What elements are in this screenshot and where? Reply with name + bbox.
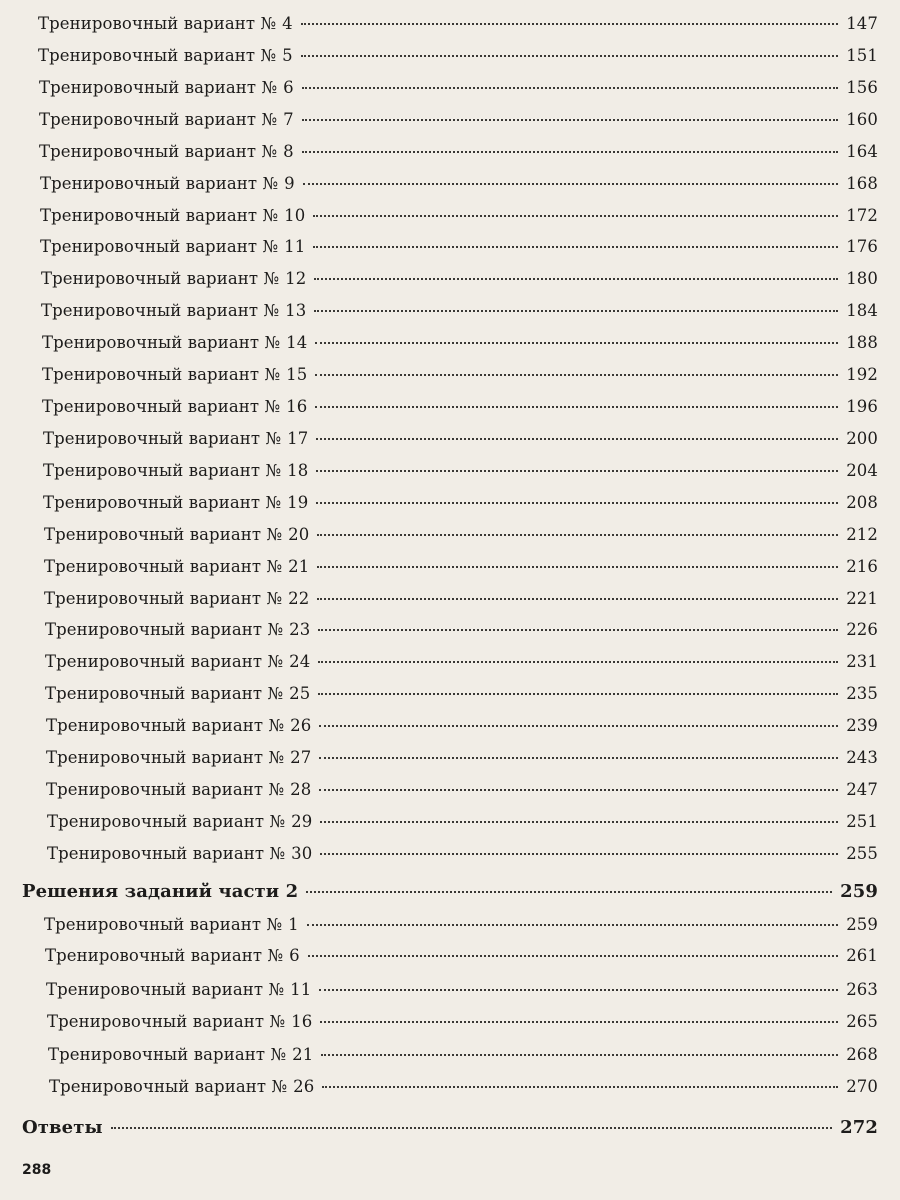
page-reference: 226 bbox=[846, 620, 878, 639]
dot-leader bbox=[321, 1054, 838, 1056]
entry-label: Тренировочный вариант № bbox=[39, 142, 278, 161]
entry-label: Тренировочный вариант № bbox=[44, 525, 283, 544]
variant-number: 12 bbox=[285, 269, 307, 288]
page-reference: 168 bbox=[846, 174, 878, 193]
variant-number: 4 bbox=[282, 14, 293, 33]
entry-label: Тренировочный вариант № bbox=[45, 652, 284, 671]
variant-number: 16 bbox=[291, 1012, 313, 1031]
variant-number: 5 bbox=[282, 46, 293, 65]
dot-leader bbox=[313, 215, 838, 217]
page-reference: 247 bbox=[846, 780, 878, 799]
variant-number: 22 bbox=[288, 589, 310, 608]
entry-label: Тренировочный вариант № bbox=[47, 812, 286, 831]
entry-label: Тренировочный вариант № bbox=[41, 269, 280, 288]
section-title: Ответы bbox=[22, 1117, 103, 1138]
page-reference: 160 bbox=[846, 110, 878, 129]
dot-leader bbox=[317, 566, 838, 568]
page-reference: 261 bbox=[846, 946, 878, 965]
toc-entry-variant-4[interactable] bbox=[38, 14, 878, 33]
page-reference: 176 bbox=[846, 237, 878, 256]
entry-label: Тренировочный вариант № bbox=[40, 174, 279, 193]
entry-label: Тренировочный вариант № bbox=[43, 461, 282, 480]
page-reference: 196 bbox=[846, 397, 878, 416]
entry-label: Тренировочный вариант № bbox=[39, 110, 278, 129]
variant-number: 26 bbox=[290, 716, 312, 735]
variant-number: 24 bbox=[289, 652, 311, 671]
variant-number: 25 bbox=[289, 684, 311, 703]
entry-label: Тренировочный вариант № bbox=[43, 429, 282, 448]
entry-label: Тренировочный вариант № bbox=[46, 716, 285, 735]
page-reference: 270 bbox=[846, 1077, 878, 1096]
toc-entry-variant-25[interactable] bbox=[45, 684, 878, 703]
variant-number: 6 bbox=[289, 946, 300, 965]
dot-leader bbox=[301, 55, 838, 57]
page-reference: 204 bbox=[846, 461, 878, 480]
variant-number: 26 bbox=[293, 1077, 315, 1096]
entry-label: Тренировочный вариант № bbox=[47, 1012, 286, 1031]
page-reference: 259 bbox=[840, 881, 878, 902]
variant-number: 30 bbox=[291, 844, 313, 863]
dot-leader bbox=[320, 1021, 838, 1023]
entry-label: Тренировочный вариант № bbox=[38, 14, 277, 33]
entry-label: Тренировочный вариант № bbox=[46, 980, 285, 999]
toc-entry-variant-9[interactable] bbox=[40, 174, 878, 193]
page-reference: 192 bbox=[846, 365, 878, 384]
dot-leader bbox=[306, 891, 832, 893]
toc-entry-solution-variant-11[interactable] bbox=[46, 980, 878, 999]
dot-leader bbox=[319, 989, 838, 991]
toc-entry-variant-18[interactable] bbox=[43, 461, 878, 480]
toc-entry-variant-13[interactable] bbox=[41, 301, 878, 320]
entry-label: Тренировочный вариант № bbox=[44, 557, 283, 576]
toc-entry-variant-14[interactable] bbox=[42, 333, 878, 352]
entry-label: Тренировочный вариант № bbox=[45, 684, 284, 703]
page-reference: 184 bbox=[846, 301, 878, 320]
variant-number: 14 bbox=[286, 333, 308, 352]
dot-leader bbox=[301, 23, 838, 25]
entry-label: Тренировочный вариант № bbox=[40, 206, 279, 225]
page-reference: 208 bbox=[846, 493, 878, 512]
toc-section-solutions[interactable] bbox=[22, 881, 878, 902]
section-title: Решения заданий части 2 bbox=[22, 881, 299, 902]
page-reference: 235 bbox=[846, 684, 878, 703]
dot-leader bbox=[320, 821, 838, 823]
toc-entry-variant-27[interactable] bbox=[46, 748, 878, 767]
page-reference: 180 bbox=[846, 269, 878, 288]
variant-number: 19 bbox=[287, 493, 309, 512]
toc-entry-variant-19[interactable] bbox=[43, 493, 878, 512]
page-reference: 272 bbox=[840, 1117, 878, 1138]
page-reference: 255 bbox=[846, 844, 878, 863]
dot-leader bbox=[320, 853, 838, 855]
variant-number: 28 bbox=[290, 780, 312, 799]
page-reference: 147 bbox=[846, 14, 878, 33]
page-reference: 263 bbox=[846, 980, 878, 999]
dot-leader bbox=[302, 151, 838, 153]
page-reference: 151 bbox=[846, 46, 878, 65]
page-reference: 268 bbox=[846, 1045, 878, 1064]
toc-entry-solution-variant-1[interactable] bbox=[44, 915, 878, 934]
toc-entry-variant-21[interactable] bbox=[44, 557, 878, 576]
toc-entry-variant-29[interactable] bbox=[47, 812, 878, 831]
dot-leader bbox=[315, 406, 838, 408]
toc-section-answers[interactable] bbox=[22, 1117, 878, 1138]
toc-entry-variant-20[interactable] bbox=[44, 525, 878, 544]
toc-entry-variant-17[interactable] bbox=[43, 429, 878, 448]
entry-label: Тренировочный вариант № bbox=[38, 46, 277, 65]
variant-number: 10 bbox=[284, 206, 306, 225]
variant-number: 6 bbox=[283, 78, 294, 97]
toc-entry-variant-26[interactable] bbox=[46, 716, 878, 735]
page-reference: 172 bbox=[846, 206, 878, 225]
dot-leader bbox=[314, 310, 838, 312]
variant-number: 23 bbox=[289, 620, 311, 639]
toc-entry-variant-11[interactable] bbox=[40, 237, 878, 256]
entry-label: Тренировочный вариант № bbox=[46, 780, 285, 799]
dot-leader bbox=[308, 955, 838, 957]
variant-number: 29 bbox=[291, 812, 313, 831]
variant-number: 20 bbox=[288, 525, 310, 544]
dot-leader bbox=[314, 278, 838, 280]
toc-entry-variant-5[interactable] bbox=[38, 46, 878, 65]
dot-leader bbox=[313, 246, 838, 248]
page-reference: 200 bbox=[846, 429, 878, 448]
dot-leader bbox=[318, 661, 838, 663]
toc-entry-variant-6[interactable] bbox=[39, 78, 878, 97]
dot-leader bbox=[316, 438, 838, 440]
dot-leader bbox=[315, 374, 838, 376]
toc-entry-solution-variant-16[interactable] bbox=[47, 1012, 878, 1031]
entry-label: Тренировочный вариант № bbox=[48, 1045, 287, 1064]
variant-number: 18 bbox=[287, 461, 309, 480]
toc-entry-variant-24[interactable] bbox=[45, 652, 878, 671]
dot-leader bbox=[307, 924, 838, 926]
dot-leader bbox=[111, 1127, 833, 1129]
entry-label: Тренировочный вариант № bbox=[44, 589, 283, 608]
page-reference: 221 bbox=[846, 589, 878, 608]
entry-label: Тренировочный вариант № bbox=[45, 946, 284, 965]
page-reference: 251 bbox=[846, 812, 878, 831]
variant-number: 11 bbox=[284, 237, 306, 256]
page-reference: 265 bbox=[846, 1012, 878, 1031]
page-reference: 259 bbox=[846, 915, 878, 934]
dot-leader bbox=[317, 598, 838, 600]
toc-entry-variant-30[interactable] bbox=[47, 844, 878, 863]
entry-label: Тренировочный вариант № bbox=[45, 620, 284, 639]
page-reference: 156 bbox=[846, 78, 878, 97]
entry-label: Тренировочный вариант № bbox=[46, 748, 285, 767]
entry-label: Тренировочный вариант № bbox=[42, 365, 281, 384]
toc-entry-variant-16[interactable] bbox=[42, 397, 878, 416]
dot-leader bbox=[316, 470, 838, 472]
toc-entry-variant-7[interactable] bbox=[39, 110, 878, 129]
entry-label: Тренировочный вариант № bbox=[43, 493, 282, 512]
entry-label: Тренировочный вариант № bbox=[42, 333, 281, 352]
entry-label: Тренировочный вариант № bbox=[42, 397, 281, 416]
variant-number: 17 bbox=[287, 429, 309, 448]
toc-entry-variant-22[interactable] bbox=[44, 589, 878, 608]
toc-entry-variant-28[interactable] bbox=[46, 780, 878, 799]
dot-leader bbox=[318, 693, 838, 695]
page-reference: 231 bbox=[846, 652, 878, 671]
variant-number: 27 bbox=[290, 748, 312, 767]
dot-leader bbox=[322, 1086, 838, 1088]
toc-entry-variant-10[interactable] bbox=[40, 206, 878, 225]
toc-entry-variant-12[interactable] bbox=[41, 269, 878, 288]
page-reference: 212 bbox=[846, 525, 878, 544]
entry-label: Тренировочный вариант № bbox=[44, 915, 283, 934]
page-reference: 239 bbox=[846, 716, 878, 735]
dot-leader bbox=[318, 629, 838, 631]
dot-leader bbox=[302, 87, 838, 89]
dot-leader bbox=[319, 789, 838, 791]
variant-number: 11 bbox=[290, 980, 312, 999]
dot-leader bbox=[319, 757, 838, 759]
toc-entry-solution-variant-26[interactable] bbox=[49, 1077, 878, 1096]
toc-entry-variant-8[interactable] bbox=[39, 142, 878, 161]
dot-leader bbox=[302, 119, 838, 121]
entry-label: Тренировочный вариант № bbox=[41, 301, 280, 320]
toc-entry-variant-23[interactable] bbox=[45, 620, 878, 639]
toc-entry-variant-15[interactable] bbox=[42, 365, 878, 384]
dot-leader bbox=[317, 534, 838, 536]
dot-leader bbox=[316, 502, 838, 504]
page-reference: 243 bbox=[846, 748, 878, 767]
variant-number: 9 bbox=[284, 174, 295, 193]
entry-label: Тренировочный вариант № bbox=[47, 844, 286, 863]
variant-number: 16 bbox=[286, 397, 308, 416]
dot-leader bbox=[319, 725, 838, 727]
variant-number: 8 bbox=[283, 142, 294, 161]
entry-label: Тренировочный вариант № bbox=[39, 78, 278, 97]
variant-number: 21 bbox=[292, 1045, 314, 1064]
variant-number: 1 bbox=[288, 915, 299, 934]
page-number: 288 bbox=[22, 1162, 52, 1178]
dot-leader bbox=[303, 183, 838, 185]
variant-number: 15 bbox=[286, 365, 308, 384]
toc-entry-solution-variant-6[interactable] bbox=[45, 946, 878, 965]
page-reference: 164 bbox=[846, 142, 878, 161]
variant-number: 13 bbox=[285, 301, 307, 320]
entry-label: Тренировочный вариант № bbox=[49, 1077, 288, 1096]
entry-label: Тренировочный вариант № bbox=[40, 237, 279, 256]
variant-number: 21 bbox=[288, 557, 310, 576]
toc-entry-solution-variant-21[interactable] bbox=[48, 1045, 878, 1064]
dot-leader bbox=[315, 342, 838, 344]
variant-number: 7 bbox=[283, 110, 294, 129]
page-reference: 216 bbox=[846, 557, 878, 576]
page-reference: 188 bbox=[846, 333, 878, 352]
